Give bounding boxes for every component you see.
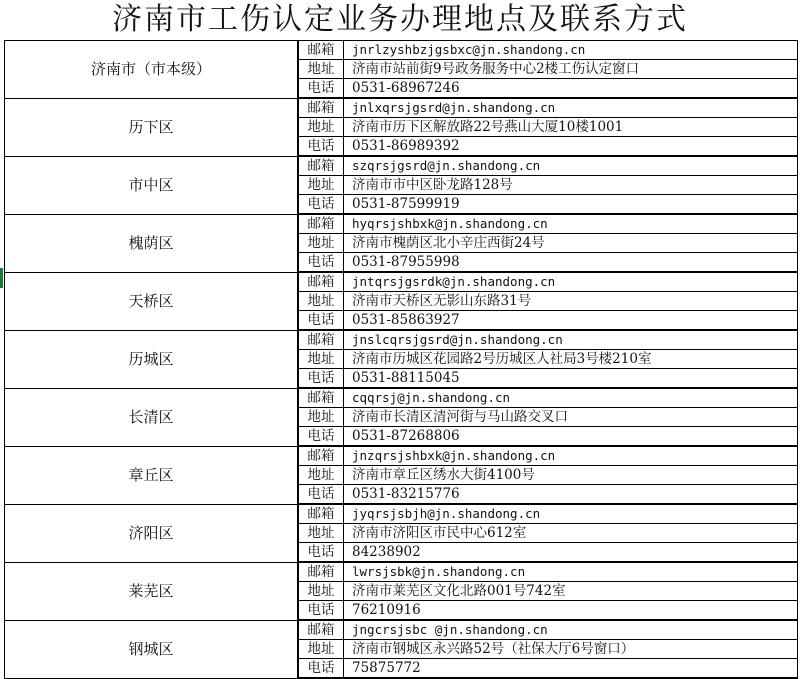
district-cell: 济阳区 bbox=[5, 504, 299, 562]
phone-value: 0531-83215776 bbox=[344, 485, 798, 505]
address-label: 地址 bbox=[298, 582, 344, 601]
address-value: 济南市天桥区无影山东路31号 bbox=[344, 292, 798, 311]
email-value: lwrsjsbk@jn.shandong.cn bbox=[344, 562, 798, 582]
address-label: 地址 bbox=[298, 118, 344, 137]
address-value: 济南市历城区花园路2号历城区人社局3号楼210室 bbox=[344, 350, 798, 369]
address-label: 地址 bbox=[298, 466, 344, 485]
phone-label: 电话 bbox=[298, 311, 344, 331]
phone-value: 0531-68967246 bbox=[344, 79, 798, 99]
district-cell: 长清区 bbox=[5, 388, 299, 446]
email-label: 邮箱 bbox=[298, 272, 344, 292]
table-row bbox=[5, 562, 798, 582]
email-value: jnzqrsjshbxk@jn.shandong.cn bbox=[344, 446, 798, 466]
phone-value: 75875772 bbox=[344, 659, 798, 679]
phone-value: 0531-86989392 bbox=[344, 137, 798, 157]
phone-value: 84238902 bbox=[344, 543, 798, 563]
email-label: 邮箱 bbox=[298, 446, 344, 466]
address-value: 济南市莱芜区文化北路001号742室 bbox=[344, 582, 798, 601]
sheet-edge-marker bbox=[0, 268, 3, 288]
office-table-container bbox=[4, 40, 798, 679]
phone-value: 0531-87955998 bbox=[344, 253, 798, 273]
email-label: 邮箱 bbox=[298, 620, 344, 640]
table-row bbox=[5, 214, 798, 234]
phone-label: 电话 bbox=[298, 253, 344, 273]
email-value: jngcrsjsbc @jn.shandong.cn bbox=[344, 620, 798, 640]
phone-label: 电话 bbox=[298, 601, 344, 621]
email-value: hyqrsjshbxk@jn.shandong.cn bbox=[344, 214, 798, 234]
email-label: 邮箱 bbox=[298, 388, 344, 408]
phone-label: 电话 bbox=[298, 427, 344, 447]
address-label: 地址 bbox=[298, 640, 344, 659]
address-value: 济南市站前街9号政务服务中心2楼工伤认定窗口 bbox=[344, 60, 798, 79]
phone-label: 电话 bbox=[298, 79, 344, 99]
address-label: 地址 bbox=[298, 234, 344, 253]
address-value: 济南市槐荫区北小辛庄西街24号 bbox=[344, 234, 798, 253]
table-row bbox=[5, 156, 798, 176]
table-row bbox=[5, 98, 798, 118]
phone-value: 0531-87268806 bbox=[344, 427, 798, 447]
email-label: 邮箱 bbox=[298, 504, 344, 524]
email-value: jnlxqrsjgsrd@jn.shandong.cn bbox=[344, 98, 798, 118]
address-label: 地址 bbox=[298, 60, 344, 79]
email-label: 邮箱 bbox=[298, 330, 344, 350]
email-value: jnrlzyshbzjgsbxc@jn.shandong.cn bbox=[344, 41, 798, 60]
phone-label: 电话 bbox=[298, 369, 344, 389]
table-row bbox=[5, 272, 798, 292]
address-value: 济南市章丘区绣水大街4100号 bbox=[344, 466, 798, 485]
table-row bbox=[5, 41, 798, 60]
email-label: 邮箱 bbox=[298, 214, 344, 234]
address-label: 地址 bbox=[298, 350, 344, 369]
table-row bbox=[5, 330, 798, 350]
phone-label: 电话 bbox=[298, 137, 344, 157]
district-cell: 历下区 bbox=[5, 98, 299, 156]
district-cell: 莱芜区 bbox=[5, 562, 299, 620]
email-label: 邮箱 bbox=[298, 98, 344, 118]
address-value: 济南市济阳区市民中心612室 bbox=[344, 524, 798, 543]
email-value: jntqrsjgsrdk@jn.shandong.cn bbox=[344, 272, 798, 292]
district-cell: 钢城区 bbox=[5, 620, 299, 678]
district-cell: 市中区 bbox=[5, 156, 299, 214]
table-row bbox=[5, 504, 798, 524]
phone-label: 电话 bbox=[298, 485, 344, 505]
office-table bbox=[4, 40, 798, 679]
phone-value: 0531-87599919 bbox=[344, 195, 798, 215]
table-row bbox=[5, 620, 798, 640]
email-value: cqqrsj@jn.shandong.cn bbox=[344, 388, 798, 408]
district-cell: 槐荫区 bbox=[5, 214, 299, 272]
email-label: 邮箱 bbox=[298, 41, 344, 60]
table-row bbox=[5, 388, 798, 408]
email-value: jnslcqrsjgsrd@jn.shandong.cn bbox=[344, 330, 798, 350]
email-label: 邮箱 bbox=[298, 156, 344, 176]
address-label: 地址 bbox=[298, 176, 344, 195]
district-cell: 济南市（市本级） bbox=[5, 41, 299, 99]
phone-label: 电话 bbox=[298, 195, 344, 215]
address-value: 济南市长清区清河街与马山路交叉口 bbox=[344, 408, 798, 427]
email-value: jyqrsjsbjh@jn.shandong.cn bbox=[344, 504, 798, 524]
address-value: 济南市市中区卧龙路128号 bbox=[344, 176, 798, 195]
page-title: 济南市工伤认定业务办理地点及联系方式 bbox=[112, 2, 688, 37]
phone-label: 电话 bbox=[298, 543, 344, 563]
email-label: 邮箱 bbox=[298, 562, 344, 582]
address-value: 济南市钢城区永兴路52号（社保大厅6号窗口） bbox=[344, 640, 798, 659]
phone-value: 0531-88115045 bbox=[344, 369, 798, 389]
district-cell: 章丘区 bbox=[5, 446, 299, 504]
address-value: 济南市历下区解放路22号燕山大厦10楼1001 bbox=[344, 118, 798, 137]
phone-value: 0531-85863927 bbox=[344, 311, 798, 331]
table-row bbox=[5, 446, 798, 466]
district-cell: 天桥区 bbox=[5, 272, 299, 330]
email-value: szqrsjgsrd@jn.shandong.cn bbox=[344, 156, 798, 176]
district-cell: 历城区 bbox=[5, 330, 299, 388]
address-label: 地址 bbox=[298, 408, 344, 427]
phone-value: 76210916 bbox=[344, 601, 798, 621]
address-label: 地址 bbox=[298, 524, 344, 543]
phone-label: 电话 bbox=[298, 659, 344, 679]
address-label: 地址 bbox=[298, 292, 344, 311]
